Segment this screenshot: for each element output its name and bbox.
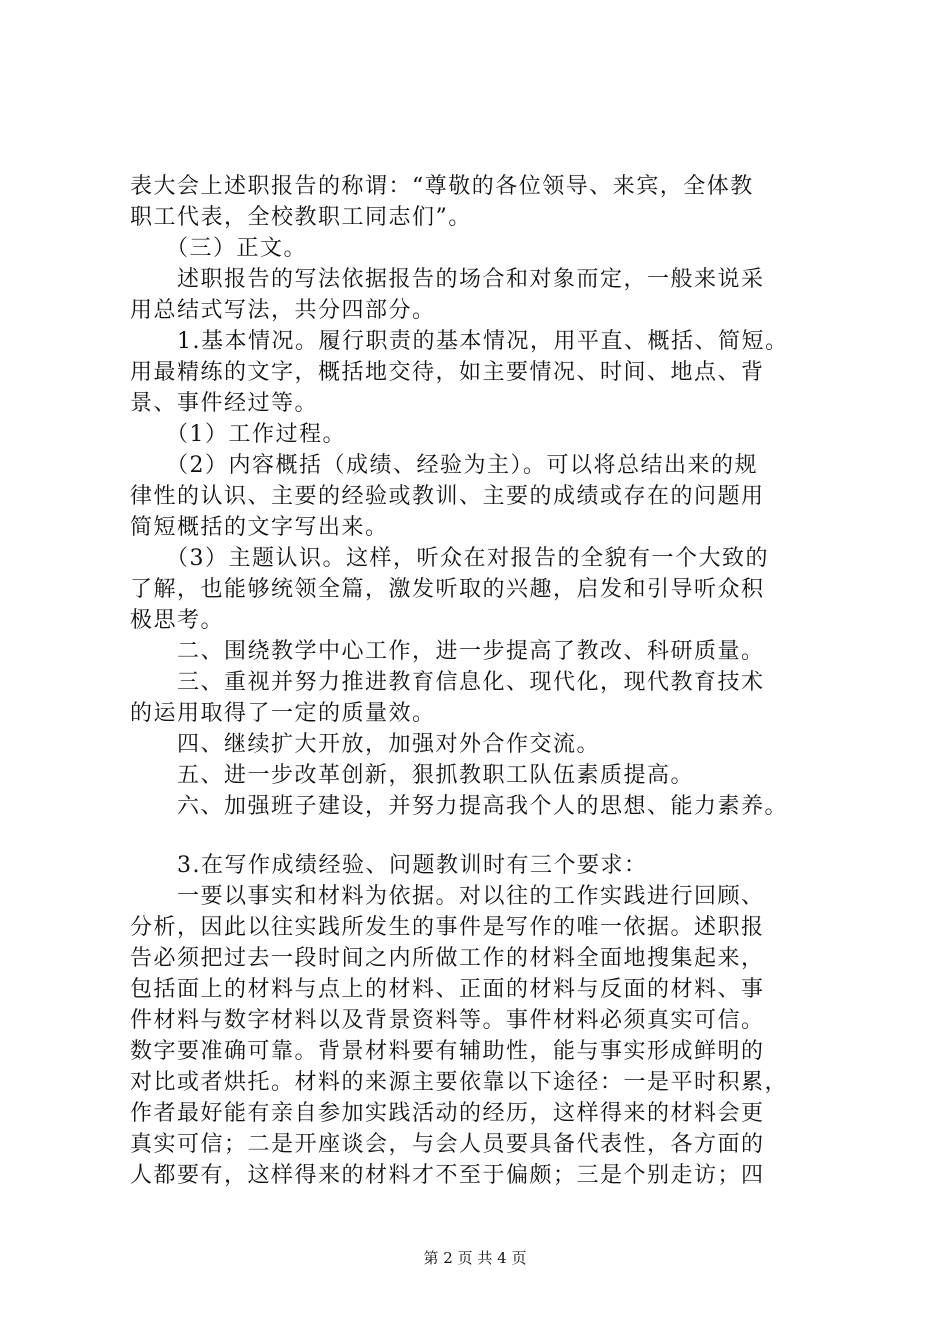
text-line: （2）内容概括（成绩、经验为主）。可以将总结出来的规 <box>130 453 758 478</box>
text-line: 作者最好能有亲自参加实践活动的经历，这样得来的材料会更 <box>130 1101 765 1126</box>
page-footer: 第 2 页 共 4 页 <box>423 1249 527 1267</box>
text-line: 告必须把过去一段时间之内所做工作的材料全面地搜集起来， <box>130 946 765 971</box>
text-line: 一要以事实和材料为依据。对以往的工作实践进行回顾、 <box>130 884 765 909</box>
text-line: 用总结式写法，共分四部分。 <box>130 298 436 323</box>
text-line: 包括面上的材料与点上的材料、正面的材料与反面的材料、事 <box>130 977 765 1002</box>
text-line: 景、事件经过等。 <box>130 391 319 416</box>
text-line: 律性的认识、主要的经验或教训、主要的成绩或存在的问题用 <box>130 484 765 509</box>
text-line: 的运用取得了一定的质量效。 <box>130 701 436 726</box>
paragraph-gap <box>130 822 830 850</box>
document-body <box>130 171 830 1191</box>
text-line: （三）正文。 <box>130 236 308 261</box>
text-line: 1.基本情况。履行职责的基本情况，用平直、概括、简短。 <box>130 329 789 354</box>
text-line: 真实可信；二是开座谈会，与会人员要具备代表性，各方面的 <box>130 1132 765 1157</box>
text-line: 表大会上述职报告的称谓：“尊敬的各位领导、来宾，全体教 <box>130 174 754 199</box>
text-line: 对比或者烘托。材料的来源主要依靠以下途径：一是平时积累， <box>130 1070 789 1095</box>
text-line: 四、继续扩大开放，加强对外合作交流。 <box>130 732 601 757</box>
text-line: 人都要有，这样得来的材料才不至于偏颇；三是个别走访；四 <box>130 1163 765 1188</box>
text-line: 二、围绕教学中心工作，进一步提高了教改、科研质量。 <box>130 639 765 664</box>
text-line: 数字要准确可靠。背景材料要有辅助性，能与事实形成鲜明的 <box>130 1039 765 1064</box>
text-line: 简短概括的文字写出来。 <box>130 515 389 540</box>
text-line: 职工代表，全校教职工同志们”。 <box>130 205 472 230</box>
text-line: 3.在写作成绩经验、问题教训时有三个要求： <box>130 853 648 878</box>
text-line: 五、进一步改革创新，狠抓教职工队伍素质提高。 <box>130 763 695 788</box>
text-line: 三、重视并努力推进教育信息化、现代化，现代教育技术 <box>130 670 765 695</box>
text-line: （3）主题认识。这样，听众在对报告的全貌有一个大致的 <box>130 546 769 571</box>
text-line: 用最精练的文字，概括地交待，如主要情况、时间、地点、背 <box>130 360 765 385</box>
text-line: （1）工作过程。 <box>130 422 346 447</box>
text-line: 分析，因此以往实践所发生的事件是写作的唯一依据。述职报 <box>130 915 765 940</box>
text-line: 极思考。 <box>130 608 225 633</box>
text-line: 述职报告的写法依据报告的场合和对象而定，一般来说采 <box>130 267 765 292</box>
text-line: 件材料与数字材料以及背景资料等。事件材料必须真实可信。 <box>130 1008 765 1033</box>
text-line: 了解，也能够统领全篇，激发听取的兴趣，启发和引导听众积 <box>130 577 765 602</box>
text-line: 六、加强班子建设，并努力提高我个人的思想、能力素养。 <box>130 794 789 819</box>
